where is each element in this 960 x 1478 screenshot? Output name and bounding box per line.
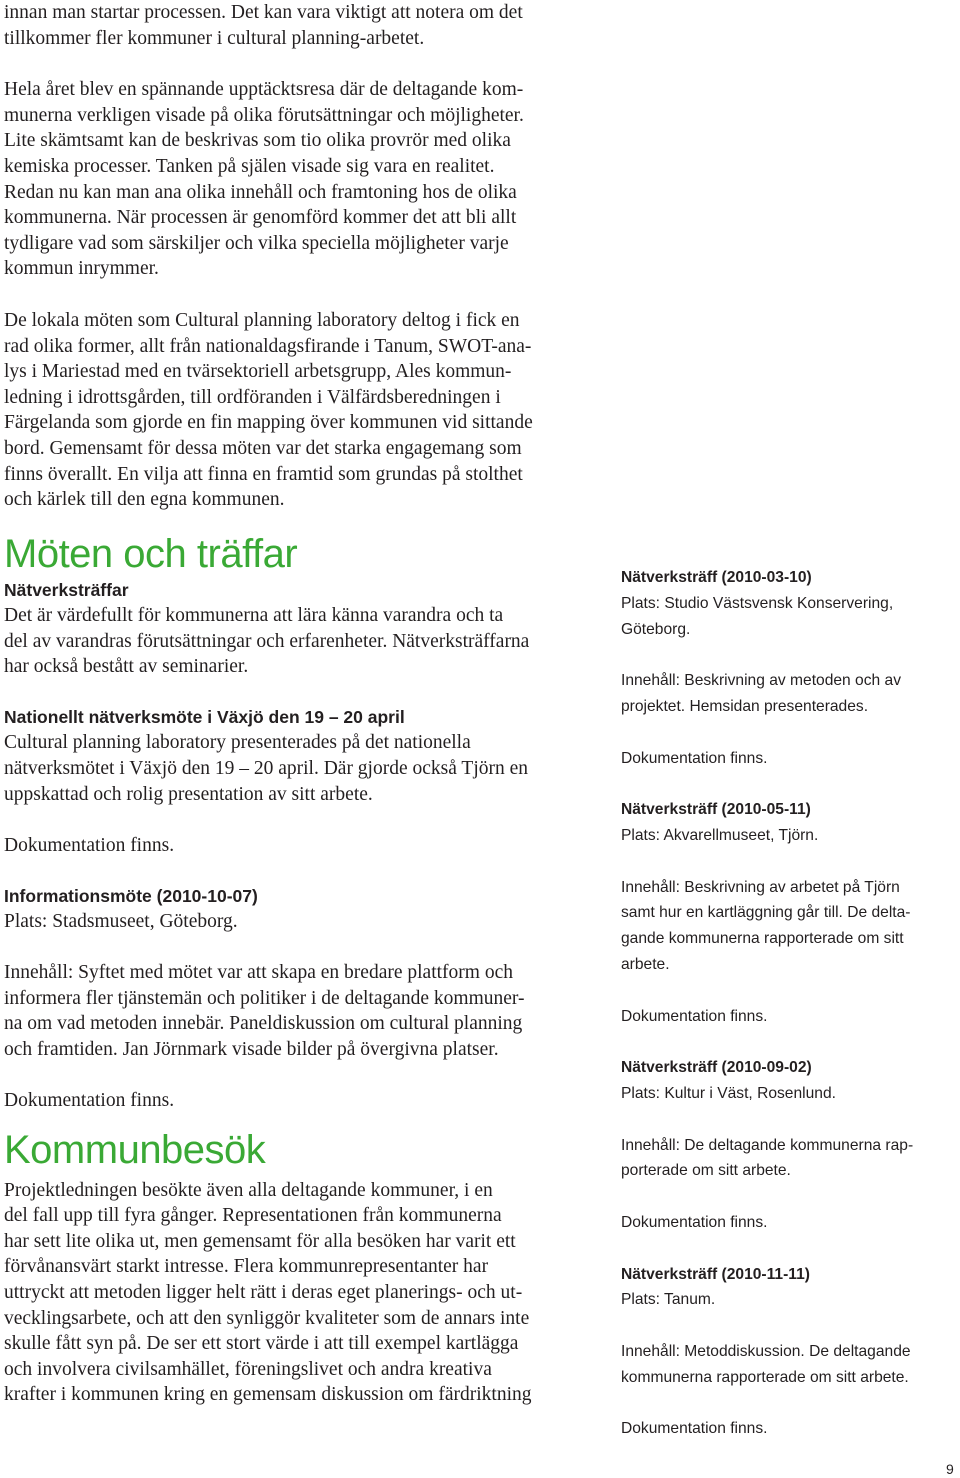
network-paragraph — [4, 603, 594, 680]
section-heading-meetings: Möten och träffar — [4, 532, 298, 576]
event-title: Nätverksträff (2010-11-11) — [621, 1265, 810, 1283]
intro-paragraph-2 — [4, 77, 594, 282]
event-content-line: arbete. — [621, 955, 670, 973]
text-line: Hela året blev en spännande upptäcktsresa där de deltagande kom- — [4, 79, 524, 101]
text-line: kommun inrymmer. — [4, 258, 159, 280]
sidebar-column — [621, 565, 951, 1442]
subheading-info-meeting: Informationsmöte (2010-10-07) — [4, 885, 258, 906]
text-line: tydligare vad som särskiljer och vilka speciella möjligheter varje — [4, 232, 509, 254]
event-title: Nätverksträff (2010-03-10) — [621, 569, 812, 586]
text-line: uttryckt att metoden ligger helt rätt i deras eget planerings- och ut- — [4, 1282, 523, 1304]
event-title: Nätverksträff (2010-09-02) — [621, 1059, 812, 1077]
documentation-note: Dokumentation finns. — [4, 1090, 175, 1112]
intro-text — [4, 0, 594, 539]
event-content-line: kommunerna rapporterade om sitt arbete. — [621, 1368, 909, 1386]
text-line: De lokala möten som Cultural planning laboratory deltog i fick en — [4, 309, 520, 331]
text-line: har också bestått av seminarier. — [4, 656, 249, 678]
intro-paragraph-3 — [4, 308, 594, 513]
event-block — [621, 565, 951, 771]
info-place: Plats: Stadsmuseet, Göteborg. — [4, 910, 238, 932]
event-content-line: samt hur en kartläggning går till. De delta- — [621, 904, 911, 922]
text-line: ledning i idrottsgården, till ordföranden i Välfärdsberedningen i — [4, 386, 501, 408]
text-line: har sett lite olika ut, men gemensamt för alla besöken har varit ett — [4, 1230, 516, 1252]
text-line: skulle fått syn på. De ser ett stort värde i att till exempel kartlägga — [4, 1333, 519, 1355]
text-line: bord. Gemensamt för dessa möten var det starka engagemang som — [4, 437, 522, 459]
text-line: tillkommer fler kommuner i cultural planning-arbetet. — [4, 27, 425, 49]
documentation-note: Dokumentation finns. — [4, 834, 175, 856]
text-line: kommunerna. När processen är genomförd kommer det att bli allt — [4, 207, 517, 229]
text-line: del fall upp till fyra gånger. Representationen från kommunerna — [4, 1205, 502, 1227]
event-block — [621, 1262, 951, 1443]
text-line: nätverksmötet i Växjö den 19 – 20 april. Där gjorde också Tjörn en — [4, 757, 529, 779]
text-line: kemiska processer. Tanken på själen visade sig vara en realitet. — [4, 155, 495, 177]
text-line: informera fler tjänstemän och politiker i de deltagande kommuner- — [4, 987, 525, 1009]
event-block — [621, 1055, 951, 1236]
intro-paragraph-1 — [4, 0, 594, 51]
text-line: och kärlek till den egna kommunen. — [4, 489, 285, 511]
event-block — [621, 797, 951, 1029]
text-line: munerna verkligen visade på olika förutsättningar och möjligheter. — [4, 104, 524, 126]
text-line: lys i Mariestad med en tvärsektoriell arbetsgrupp, Ales kommun- — [4, 361, 512, 383]
page-number: 9 — [946, 1461, 954, 1477]
event-content-line: Innehåll: De deltagande kommunerna rap- — [621, 1136, 914, 1154]
text-line: finns överallt. En vilja att finna en framtid som grundas på stolthet — [4, 463, 523, 485]
event-title: Nätverksträff (2010-05-11) — [621, 801, 811, 819]
event-documentation: Dokumentation finns. — [621, 1007, 768, 1025]
text-line: na om vad metoden innebär. Paneldiskussion om cultural planning — [4, 1013, 523, 1035]
text-line: Det är värdefullt för kommunerna att lära känna varandra och ta — [4, 605, 504, 626]
text-line: Lite skämtsamt kan de beskrivas som tio olika provrör med olika — [4, 130, 511, 152]
event-place-line: Göteborg. — [621, 620, 691, 638]
text-line: och involvera civilsamhället, föreningslivet och andra kreativa — [4, 1358, 492, 1380]
visits-paragraph — [4, 1178, 594, 1408]
text-line: Innehåll: Syftet med mötet var att skapa en bredare plattform och — [4, 962, 513, 984]
text-line: Cultural planning laboratory presenterades på det nationella — [4, 732, 471, 754]
event-documentation: Dokumentation finns. — [621, 1213, 768, 1231]
text-line: Redan nu kan man ana olika innehåll och framtoning hos de olika — [4, 181, 517, 203]
text-line: och framtiden. Jan Jörnmark visade bilder på övergivna platser. — [4, 1038, 499, 1060]
text-line: Projektledningen besökte även alla deltagande kommuner, i en — [4, 1179, 493, 1201]
event-documentation: Dokumentation finns. — [621, 1420, 768, 1438]
section-heading-visits: Kommunbesök — [4, 1127, 266, 1172]
text-line: vecklingsarbete, och att den synliggör kvaliteter som de annars inte — [4, 1307, 530, 1329]
event-content-line: Innehåll: Beskrivning av metoden och av — [621, 672, 901, 690]
text-line: innan man startar processen. Det kan vara viktigt att notera om det — [4, 2, 523, 23]
subheading-national: Nationellt nätverksmöte i Växjö den 19 – 20 april — [4, 707, 405, 728]
subheading-network: Nätverksträffar — [4, 580, 129, 600]
event-content-line: gande kommunerna rapporterade om sitt — [621, 930, 904, 948]
main-column — [4, 530, 594, 1408]
event-documentation: Dokumentation finns. — [621, 749, 768, 767]
event-place-line: Plats: Kultur i Väst, Rosenlund. — [621, 1084, 836, 1102]
event-place-line: Plats: Studio Västsvensk Konservering, — [621, 594, 894, 612]
national-paragraph — [4, 730, 594, 807]
text-line: rad olika former, allt från nationaldagsfirande i Tanum, SWOT-ana- — [4, 335, 532, 357]
text-line: uppskattad och rolig presentation av sitt arbete. — [4, 783, 373, 805]
text-line: del av varandras förutsättningar och erfarenheter. Nätverksträffarna — [4, 630, 530, 652]
info-paragraph — [4, 960, 594, 1062]
text-line: krafter i kommunen kring en gemensam diskussion om färdriktning — [4, 1384, 532, 1406]
text-line: förvånansvärt starkt intresse. Flera kommunrepresentanter har — [4, 1256, 489, 1278]
event-place-line: Plats: Tanum. — [621, 1291, 716, 1309]
event-content-line: porterade om sitt arbete. — [621, 1162, 791, 1180]
event-place-line: Plats: Akvarellmuseet, Tjörn. — [621, 826, 819, 844]
text-line: Färgelanda som gjorde en fin mapping över kommunen vid sittande — [4, 412, 533, 434]
event-content-line: Innehåll: Beskrivning av arbetet på Tjörn — [621, 878, 900, 896]
event-content-line: projektet. Hemsidan presenterades. — [621, 697, 869, 715]
event-content-line: Innehåll: Metoddiskussion. De deltagande — [621, 1342, 911, 1360]
